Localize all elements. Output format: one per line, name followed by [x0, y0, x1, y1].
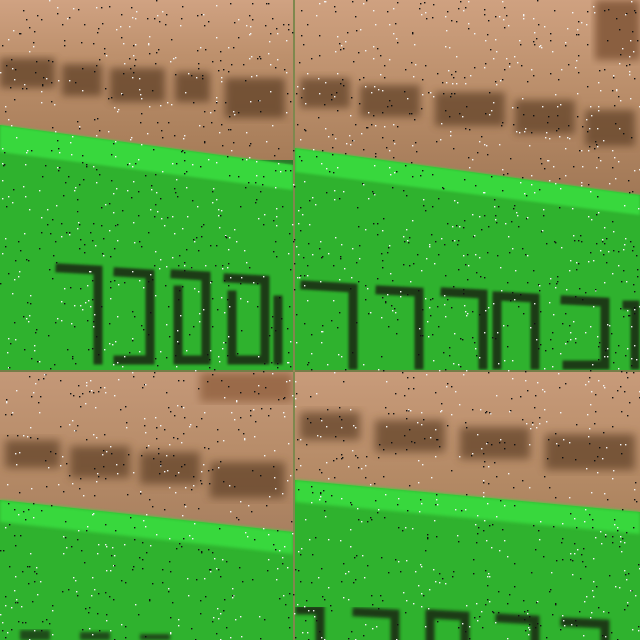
- tile-bottom-left: [0, 372, 293, 640]
- tile-divider-vertical: [293, 0, 295, 640]
- tile-bottom-right: [295, 372, 640, 640]
- tile-top-left-scene: [0, 0, 293, 370]
- tile-top-left: [0, 0, 293, 370]
- tile-divider-horizontal: [0, 370, 640, 372]
- tile-top-right: [295, 0, 640, 370]
- tile-bottom-left-scene: [0, 372, 293, 640]
- tile-top-right-scene: [295, 0, 640, 370]
- tile-bottom-right-scene: [295, 372, 640, 640]
- dark-corner: [595, 0, 640, 60]
- dark-corner: [200, 372, 293, 402]
